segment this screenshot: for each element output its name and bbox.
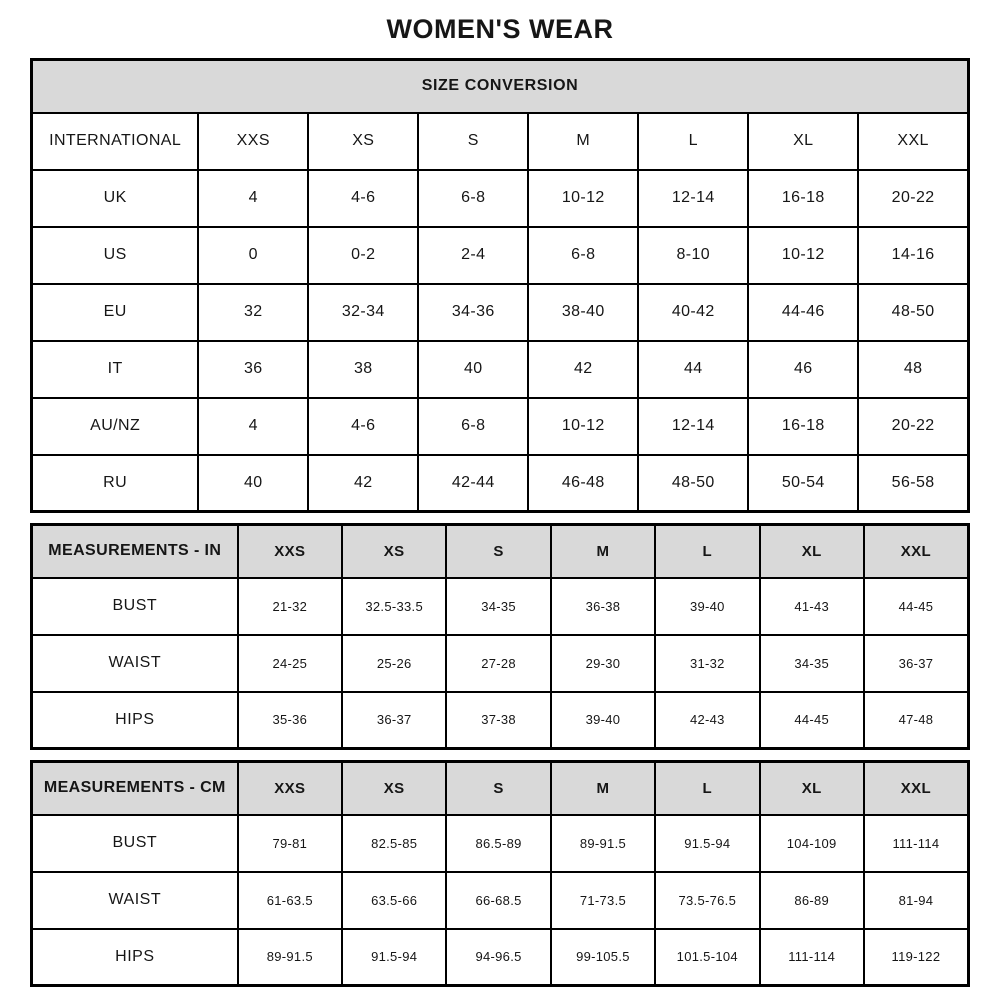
- value-cell: 86.5-89: [446, 815, 550, 872]
- row-label: HIPS: [32, 929, 238, 986]
- value-cell: 34-36: [418, 284, 528, 341]
- value-cell: 16-18: [748, 398, 858, 455]
- table-row: [32, 815, 969, 872]
- row-label: BUST: [32, 815, 238, 872]
- value-cell: 79-81: [238, 815, 342, 872]
- size-conversion-title: SIZE CONVERSION: [32, 60, 969, 113]
- table-row: [32, 635, 969, 692]
- value-cell: 39-40: [655, 578, 759, 635]
- table-row: [32, 578, 969, 635]
- value-cell: 31-32: [655, 635, 759, 692]
- value-cell: 36-37: [864, 635, 969, 692]
- value-cell: 32-34: [308, 284, 418, 341]
- size-column-header: XXS: [238, 762, 342, 815]
- value-cell: 36: [198, 341, 308, 398]
- value-cell: 34-35: [760, 635, 864, 692]
- value-cell: 101.5-104: [655, 929, 759, 986]
- value-cell: 48-50: [858, 284, 968, 341]
- size-conversion-table: [30, 58, 970, 513]
- value-cell: 104-109: [760, 815, 864, 872]
- value-cell: 86-89: [760, 872, 864, 929]
- value-cell: 32: [198, 284, 308, 341]
- value-cell: 44-45: [760, 692, 864, 749]
- measurements-in-table: [30, 523, 970, 750]
- size-column-header: XS: [342, 525, 446, 578]
- value-cell: 46: [748, 341, 858, 398]
- value-cell: 111-114: [864, 815, 969, 872]
- value-cell: 10-12: [528, 170, 638, 227]
- value-cell: 39-40: [551, 692, 655, 749]
- size-column-header: S: [446, 762, 550, 815]
- value-cell: 0: [198, 227, 308, 284]
- value-cell: 20-22: [858, 398, 968, 455]
- row-label: WAIST: [32, 872, 238, 929]
- value-cell: 24-25: [238, 635, 342, 692]
- table-row: [32, 113, 969, 170]
- value-cell: XXL: [858, 113, 968, 170]
- measurements-cm-title: MEASUREMENTS - CM: [32, 762, 238, 815]
- value-cell: 48-50: [638, 455, 748, 512]
- table-row: [32, 284, 969, 341]
- value-cell: 0-2: [308, 227, 418, 284]
- value-cell: 4: [198, 398, 308, 455]
- value-cell: 27-28: [446, 635, 550, 692]
- row-label: RU: [32, 455, 199, 512]
- value-cell: 66-68.5: [446, 872, 550, 929]
- value-cell: 56-58: [858, 455, 968, 512]
- row-label: HIPS: [32, 692, 238, 749]
- value-cell: 35-36: [238, 692, 342, 749]
- value-cell: M: [528, 113, 638, 170]
- value-cell: 40: [418, 341, 528, 398]
- value-cell: 44: [638, 341, 748, 398]
- value-cell: 89-91.5: [551, 815, 655, 872]
- row-label: INTERNATIONAL: [32, 113, 199, 170]
- table-row: [32, 929, 969, 986]
- value-cell: 6-8: [528, 227, 638, 284]
- measurements-in-title: MEASUREMENTS - IN: [32, 525, 238, 578]
- value-cell: 25-26: [342, 635, 446, 692]
- value-cell: 37-38: [446, 692, 550, 749]
- table-row: [32, 455, 969, 512]
- value-cell: 14-16: [858, 227, 968, 284]
- value-cell: XS: [308, 113, 418, 170]
- value-cell: L: [638, 113, 748, 170]
- value-cell: 6-8: [418, 170, 528, 227]
- size-column-header: L: [655, 762, 759, 815]
- value-cell: 34-35: [446, 578, 550, 635]
- value-cell: 10-12: [748, 227, 858, 284]
- value-cell: 63.5-66: [342, 872, 446, 929]
- value-cell: 36-38: [551, 578, 655, 635]
- value-cell: 50-54: [748, 455, 858, 512]
- value-cell: 47-48: [864, 692, 969, 749]
- value-cell: 91.5-94: [655, 815, 759, 872]
- value-cell: 4-6: [308, 398, 418, 455]
- table-row: [32, 227, 969, 284]
- value-cell: 12-14: [638, 170, 748, 227]
- value-cell: 40-42: [638, 284, 748, 341]
- value-cell: 36-37: [342, 692, 446, 749]
- value-cell: 73.5-76.5: [655, 872, 759, 929]
- table-row: [32, 692, 969, 749]
- size-column-header: XXL: [864, 525, 969, 578]
- measurements-cm-table: [30, 760, 970, 987]
- value-cell: S: [418, 113, 528, 170]
- value-cell: 29-30: [551, 635, 655, 692]
- value-cell: 111-114: [760, 929, 864, 986]
- value-cell: 42-43: [655, 692, 759, 749]
- value-cell: 32.5-33.5: [342, 578, 446, 635]
- size-column-header: XXL: [864, 762, 969, 815]
- value-cell: XXS: [198, 113, 308, 170]
- value-cell: 8-10: [638, 227, 748, 284]
- table-row: [32, 170, 969, 227]
- value-cell: 94-96.5: [446, 929, 550, 986]
- table-header-row: [32, 762, 969, 815]
- value-cell: 42-44: [418, 455, 528, 512]
- value-cell: 48: [858, 341, 968, 398]
- table-title-row: [32, 60, 969, 113]
- size-column-header: M: [551, 525, 655, 578]
- size-column-header: XS: [342, 762, 446, 815]
- value-cell: 38: [308, 341, 418, 398]
- table-row: [32, 872, 969, 929]
- row-label: UK: [32, 170, 199, 227]
- value-cell: 2-4: [418, 227, 528, 284]
- size-column-header: M: [551, 762, 655, 815]
- value-cell: 41-43: [760, 578, 864, 635]
- row-label: WAIST: [32, 635, 238, 692]
- row-label: AU/NZ: [32, 398, 199, 455]
- value-cell: 38-40: [528, 284, 638, 341]
- value-cell: 44-46: [748, 284, 858, 341]
- table-row: [32, 341, 969, 398]
- value-cell: 16-18: [748, 170, 858, 227]
- size-column-header: S: [446, 525, 550, 578]
- value-cell: 44-45: [864, 578, 969, 635]
- value-cell: XL: [748, 113, 858, 170]
- value-cell: 119-122: [864, 929, 969, 986]
- size-column-header: XXS: [238, 525, 342, 578]
- size-column-header: XL: [760, 525, 864, 578]
- value-cell: 46-48: [528, 455, 638, 512]
- table-row: [32, 398, 969, 455]
- value-cell: 71-73.5: [551, 872, 655, 929]
- table-header-row: [32, 525, 969, 578]
- value-cell: 91.5-94: [342, 929, 446, 986]
- page-title: WOMEN'S WEAR: [386, 14, 614, 44]
- row-label: BUST: [32, 578, 238, 635]
- row-label: IT: [32, 341, 199, 398]
- row-label: US: [32, 227, 199, 284]
- value-cell: 42: [528, 341, 638, 398]
- value-cell: 82.5-85: [342, 815, 446, 872]
- value-cell: 20-22: [858, 170, 968, 227]
- value-cell: 4-6: [308, 170, 418, 227]
- value-cell: 4: [198, 170, 308, 227]
- value-cell: 81-94: [864, 872, 969, 929]
- size-column-header: XL: [760, 762, 864, 815]
- size-column-header: L: [655, 525, 759, 578]
- value-cell: 89-91.5: [238, 929, 342, 986]
- value-cell: 61-63.5: [238, 872, 342, 929]
- value-cell: 6-8: [418, 398, 528, 455]
- value-cell: 42: [308, 455, 418, 512]
- value-cell: 10-12: [528, 398, 638, 455]
- value-cell: 12-14: [638, 398, 748, 455]
- value-cell: 99-105.5: [551, 929, 655, 986]
- value-cell: 21-32: [238, 578, 342, 635]
- row-label: EU: [32, 284, 199, 341]
- value-cell: 40: [198, 455, 308, 512]
